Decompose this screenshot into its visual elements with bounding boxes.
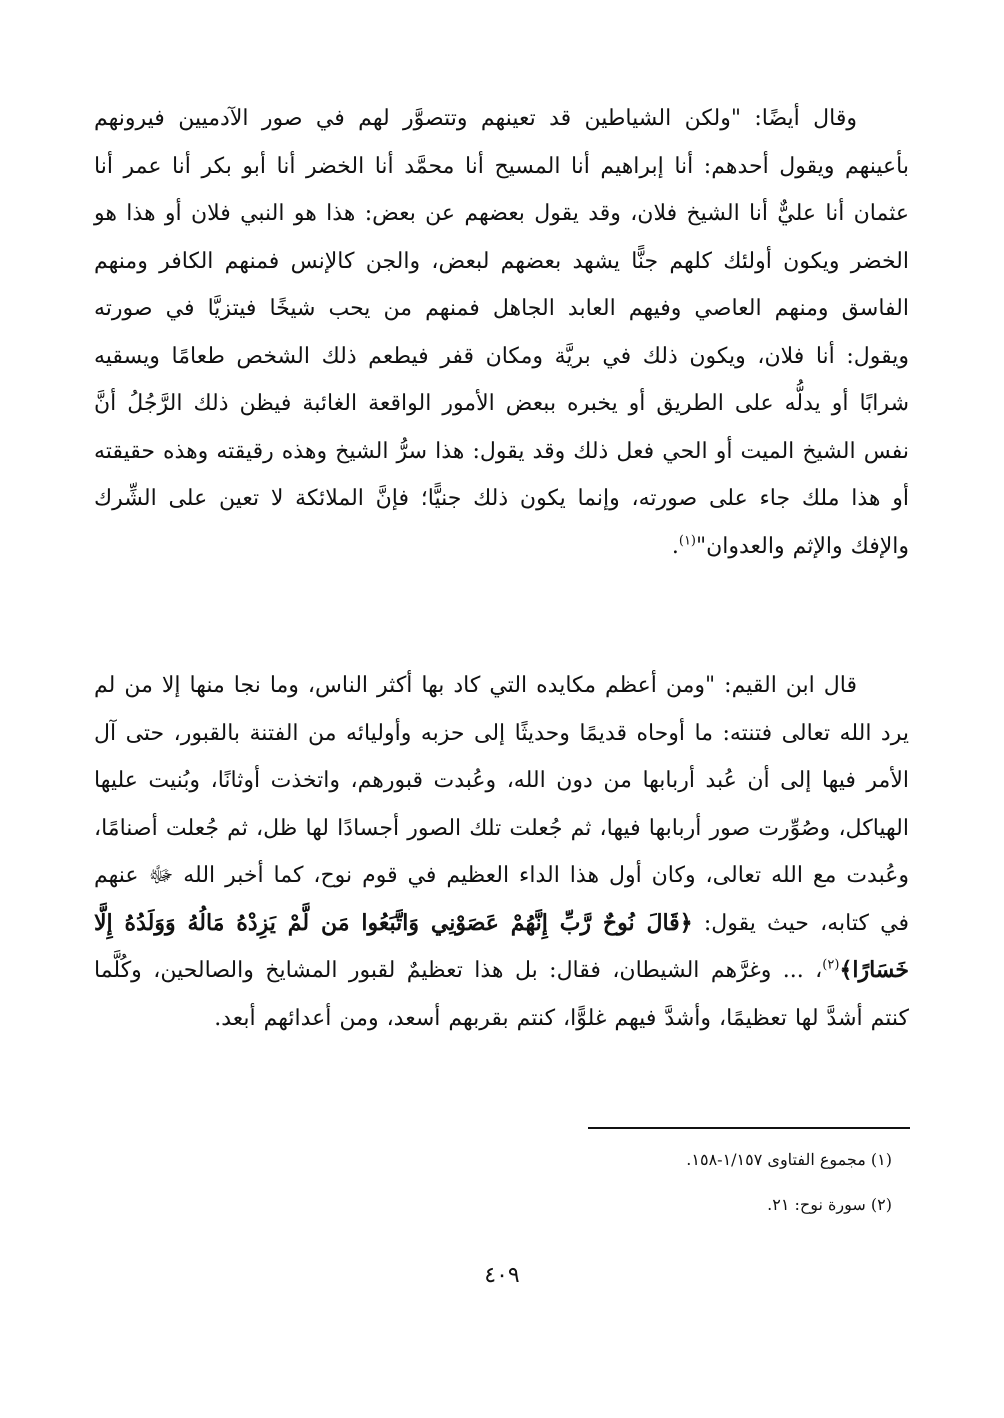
- paragraph-body-end: ، ... وغرَّهم الشيطان، فقال: بل هذا تعظيمٌ لقبور المشايخ والصالحين، وكُلَّما كنتم أشدَّ لها تعظيمًا، وأشدَّ فيهم غلوًّا، كنتم بقربهم أسعد، ومن أعدائهم أبعد.: [94, 958, 909, 1031]
- paragraph-end: .: [671, 533, 679, 559]
- paragraph-text: [94, 95, 909, 570]
- paragraph-body-start: قال ابن القيم: "ومن أعظم مكايده التي كاد بها أكثر الناس، وما نجا منها إلا من لم يرد الله تعالى فتنته: ما أوحاه قديمًا وحديثًا إلى حزبه وأوليائه من الفتنة بالقبور، حتى آل الأمر فيها إلى أن عُبد أربابها من دون الله، وعُبدت قبورهم، واتخذت أوثانًا، وبُنيت عليها الهياكل، وصُوِّرت صور أربابها فيها، ثم جُعلت تلك الصور أجسادًا لها ظل، ثم جُعلت أصنامًا، وعُبدت مع الله تعالى، وكان أول هذا الداء العظيم في قوم نوح، كما أخبر الله ﷻ عنهم في كتابه، حيث يقول:: [94, 673, 909, 936]
- quran-verse: ﴿قَالَ نُوحٌ رَّبِّ إِنَّهُمْ عَصَوْنِي وَاتَّبَعُوا مَن لَّمْ يَزِدْهُ مَالُهُ وَوَلَدُهُ إِلَّا خَسَارًا﴾: [94, 909, 909, 983]
- page-number: ٤٠٩: [484, 1263, 520, 1288]
- footnote-separator: [588, 1127, 910, 1129]
- footnote-2: (٢) سورة نوح: ٢١.: [767, 1195, 892, 1214]
- paragraph-body: وقال أيضًا: "ولكن الشياطين قد تعينهم وتتصوَّر لهم في صور الآدميين فيرونهم بأعينهم ويقول أحدهم: أنا إبراهيم أنا المسيح أنا محمَّد أنا الخضر أنا أبو بكر أنا عمر أنا عثمان أنا عليٌّ أنا الشيخ فلان، وقد يقول بعضهم عن بعض: هذا هو النبي فلان أو هذا هو الخضر ويكون أولئك كلهم جنًّا يشهد بعضهم لبعض، والجن كالإنس فمنهم الكافر ومنهم الفاسق ومنهم العاصي وفيهم العابد الجاهل فمنهم من يحب شيخًا فيتزيَّا في صورته ويقول: أنا فلان، ويكون ذلك في بريَّة ومكان قفر فيطعم ذلك الشخص طعامًا ويسقيه شرابًا أو يدلُّه على الطريق أو يخبره ببعض الأمور الواقعة الغائبة فيظن ذلك الرَّجُلُ أنَّ نفس الشيخ الميت أو الحي فعل ذلك وقد يقول: هذا سرُّ الشيخ وهذه رقيقته وهذه حقيقته أو هذا ملك جاء على صورته، وإنما يكون ذلك جنيًّا؛ فإنَّ الملائكة لا تعين على الشِّرك والإفك والإثم والعدوان": [94, 106, 909, 559]
- paragraph-ibn-qayyim-quote: [94, 662, 909, 1042]
- footnote-ref-1[interactable]: (١): [678, 533, 696, 549]
- paragraph-ibn-taymiyyah-quote: [94, 95, 909, 570]
- footnote-1: (١) مجموع الفتاوى ١/١٥٧-١٥٨.: [686, 1150, 892, 1169]
- footnote-ref-2[interactable]: (٢): [822, 957, 840, 973]
- paragraph-text: [94, 662, 909, 1042]
